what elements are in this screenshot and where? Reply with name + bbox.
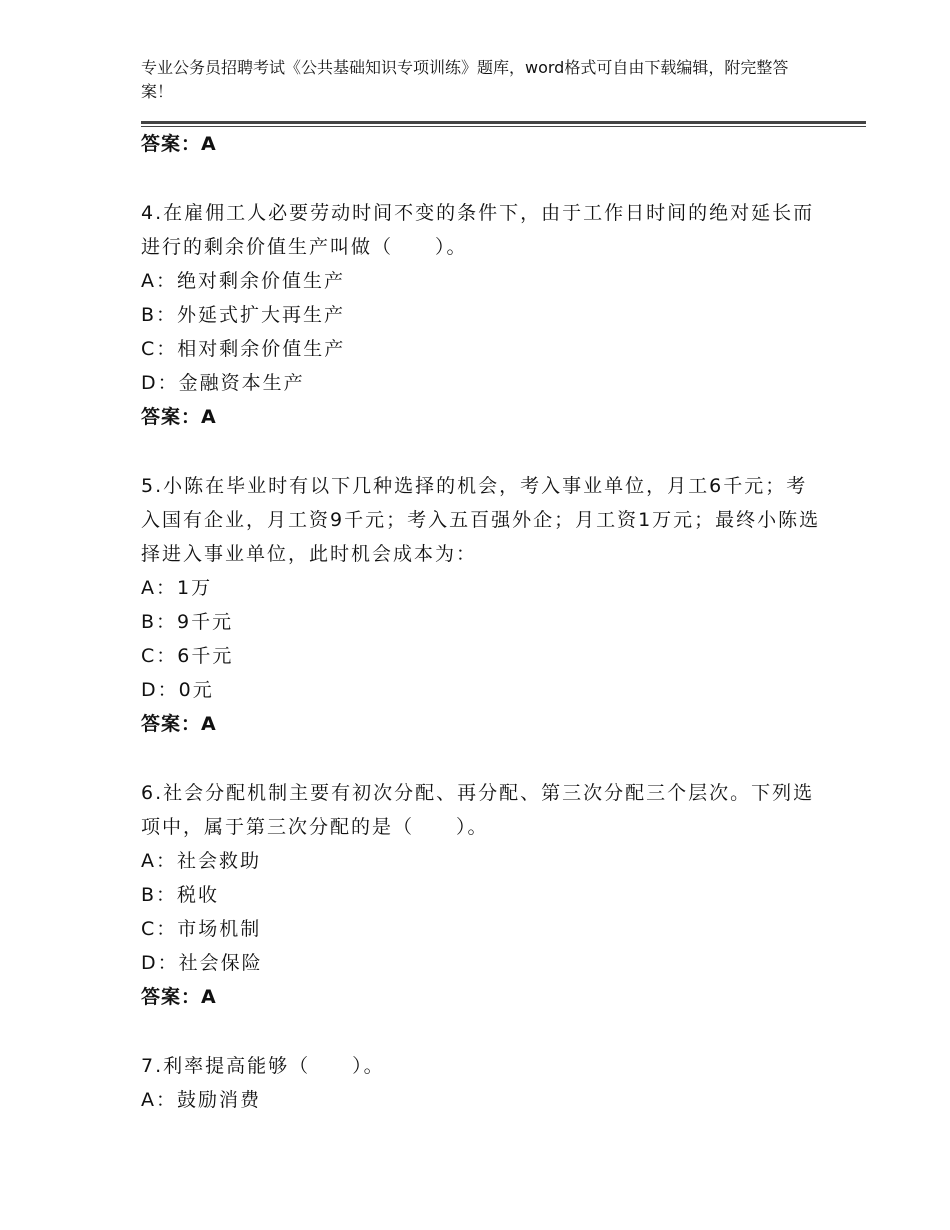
option-b: B：外延式扩大再生产 (141, 304, 346, 326)
header-rule-thin (141, 126, 866, 127)
question-7 (141, 1049, 821, 1117)
answer: 答案：A (141, 986, 217, 1008)
question-text: 7.利率提高能够（ ）。 (141, 1055, 385, 1077)
option-a: A：社会救助 (141, 850, 261, 872)
option-c: C：相对剩余价值生产 (141, 338, 346, 360)
option-b: B：9千元 (141, 611, 234, 633)
question-list (141, 128, 821, 1117)
question-6 (141, 776, 821, 1012)
option-b: B：税收 (141, 884, 220, 906)
document-header: 专业公务员招聘考试《公共基础知识专项训练》题库，word格式可自由下载编辑，附完整答案！ (141, 58, 789, 101)
answer: 答案：A (141, 713, 217, 735)
option-a: A：绝对剩余价值生产 (141, 270, 345, 292)
question-4 (141, 196, 821, 432)
option-a: A：1万 (141, 577, 213, 599)
question-text: 5.小陈在毕业时有以下几种选择的机会，考入事业单位，月工6千元；考入国有企业，月工资9千元；考入五百强外企；月工资1万元；最终小陈选择进入事业单位，此时机会成本为： (141, 475, 821, 565)
option-d: D：金融资本生产 (141, 372, 305, 394)
question-text: 4.在雇佣工人必要劳动时间不变的条件下，由于工作日时间的绝对延长而进行的剩余价值生产叫做（ ）。 (141, 202, 815, 258)
header-rule-thick (141, 121, 866, 124)
option-d: D：0元 (141, 679, 214, 701)
question-5 (141, 469, 821, 739)
option-c: C：市场机制 (141, 918, 262, 940)
answer: 答案：A (141, 406, 217, 428)
question-text: 6.社会分配机制主要有初次分配、再分配、第三次分配三个层次。下列选项中，属于第三次分配的是（ ）。 (141, 782, 815, 838)
option-c: C：6千元 (141, 645, 234, 667)
option-a: A：鼓励消费 (141, 1089, 261, 1111)
option-d: D：社会保险 (141, 952, 263, 974)
previous-answer: 答案：A (141, 133, 217, 155)
